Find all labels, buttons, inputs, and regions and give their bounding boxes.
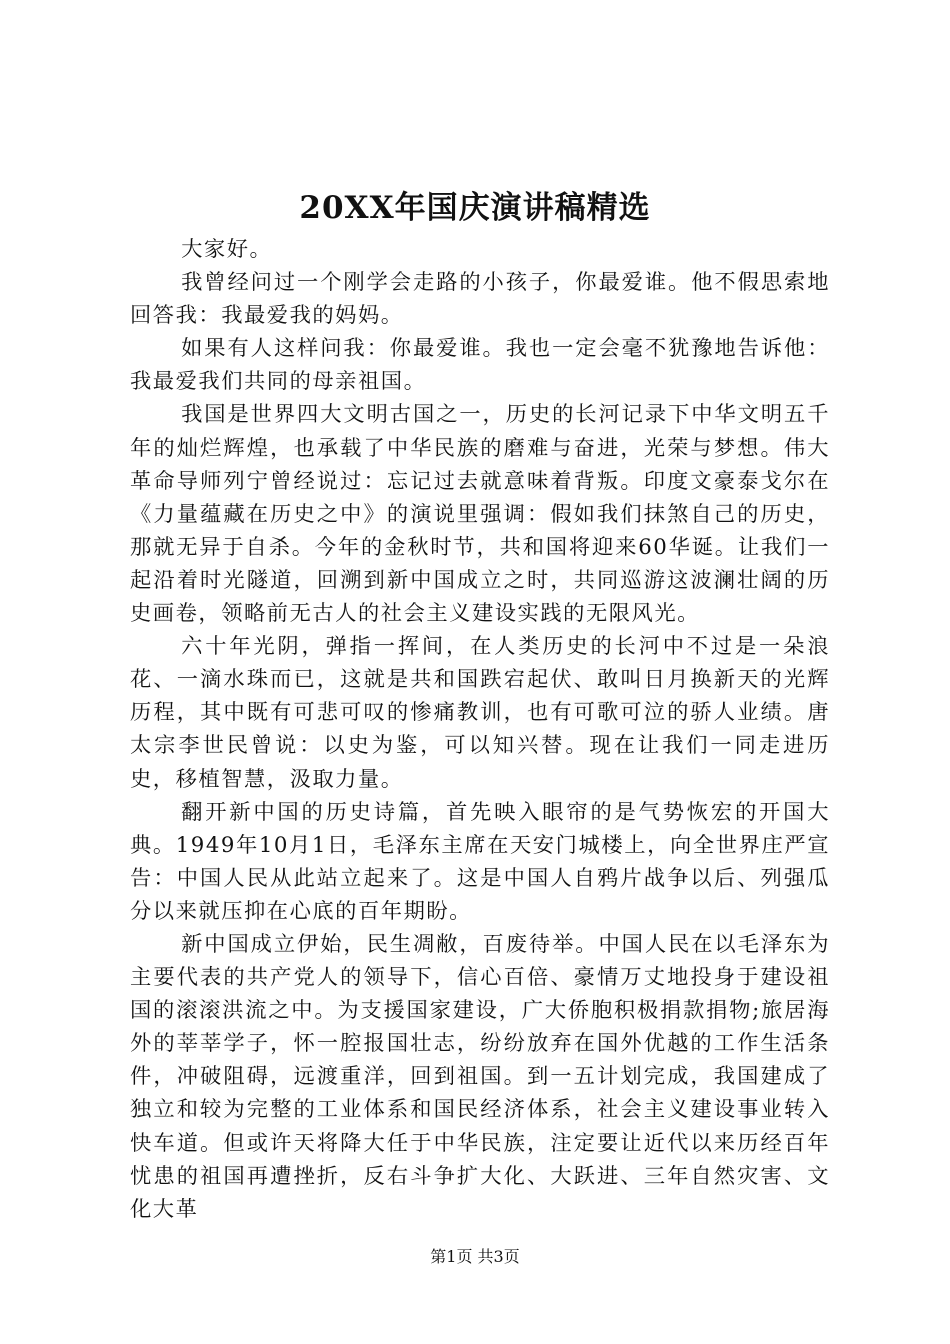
document-body bbox=[130, 233, 830, 1226]
paragraph-history: 我国是世界四大文明古国之一，历史的长河记录下中华文明五千年的灿烂辉煌，也承载了中华民族的磨难与奋进，光荣与梦想。伟大革命导师列宁曾经说过：忘记过去就意味着背叛。印度文豪泰戈尔在《力量蕴藏在历史之中》的演说里强调：假如我们抹煞自己的历史，那就无异于自杀。今年的金秋时节，共和国将迎来60华诞。让我们一起沿着时光隧道，回溯到新中国成立之时，共同巡游这波澜壮阔的历史画卷，领略前无古人的社会主义建设实践的无限风光。 bbox=[130, 402, 830, 627]
paragraph-founding-ceremony: 翻开新中国的历史诗篇，首先映入眼帘的是气势恢宏的开国大典。1949年10月1日，毛泽东主席在天安门城楼上，向全世界庄严宣告：中国人民从此站立起来了。这是中国人自鸦片战争以后、列强瓜分以来就压抑在心底的百年期盼。 bbox=[130, 799, 830, 924]
page-footer: 第1页 共3页 bbox=[430, 1247, 520, 1266]
paragraph-sixty-years: 六十年光阴，弹指一挥间，在人类历史的长河中不过是一朵浪花、一滴水珠而已，这就是共和国跌宕起伏、敢叫日月换新天的光辉历程，其中既有可悲可叹的惨痛教训，也有可歌可泣的骄人业绩。唐太宗李世民曾说：以史为鉴，可以知兴替。现在让我们一同走进历史，移植智慧，汲取力量。 bbox=[130, 634, 830, 792]
paragraph-early-construction: 新中国成立伊始，民生凋敝，百废待举。中国人民在以毛泽东为主要代表的共产党人的领导下，信心百倍、豪情万丈地投身于建设祖国的滚滚洪流之中。为支援国家建设，广大侨胞积极捐款捐物;旅居海外的莘莘学子，怀一腔报国壮志，纷纷放弃在国外优越的工作生活条件，冲破阻碍，远渡重洋，回到祖国。到一五计划完成，我国建成了独立和较为完整的工业体系和国民经济体系，社会主义建设事业转入快车道。但或许天将降大任于中华民族，注定要让近代以来历经百年忧患的祖国再遭挫折，反右斗争扩大化、大跃进、三年自然灾害、文化大革 bbox=[130, 931, 830, 1222]
paragraph-child-question: 我曾经问过一个刚学会走路的小孩子，你最爱谁。他不假思索地回答我：我最爱我的妈妈。 bbox=[130, 270, 830, 329]
paragraph-motherland: 如果有人这样问我：你最爱谁。我也一定会毫不犹豫地告诉他：我最爱我们共同的母亲祖国。 bbox=[130, 336, 830, 395]
paragraph-greeting: 大家好。 bbox=[181, 237, 273, 262]
document-title: 20XX年国庆演讲稿精选 bbox=[299, 190, 651, 226]
